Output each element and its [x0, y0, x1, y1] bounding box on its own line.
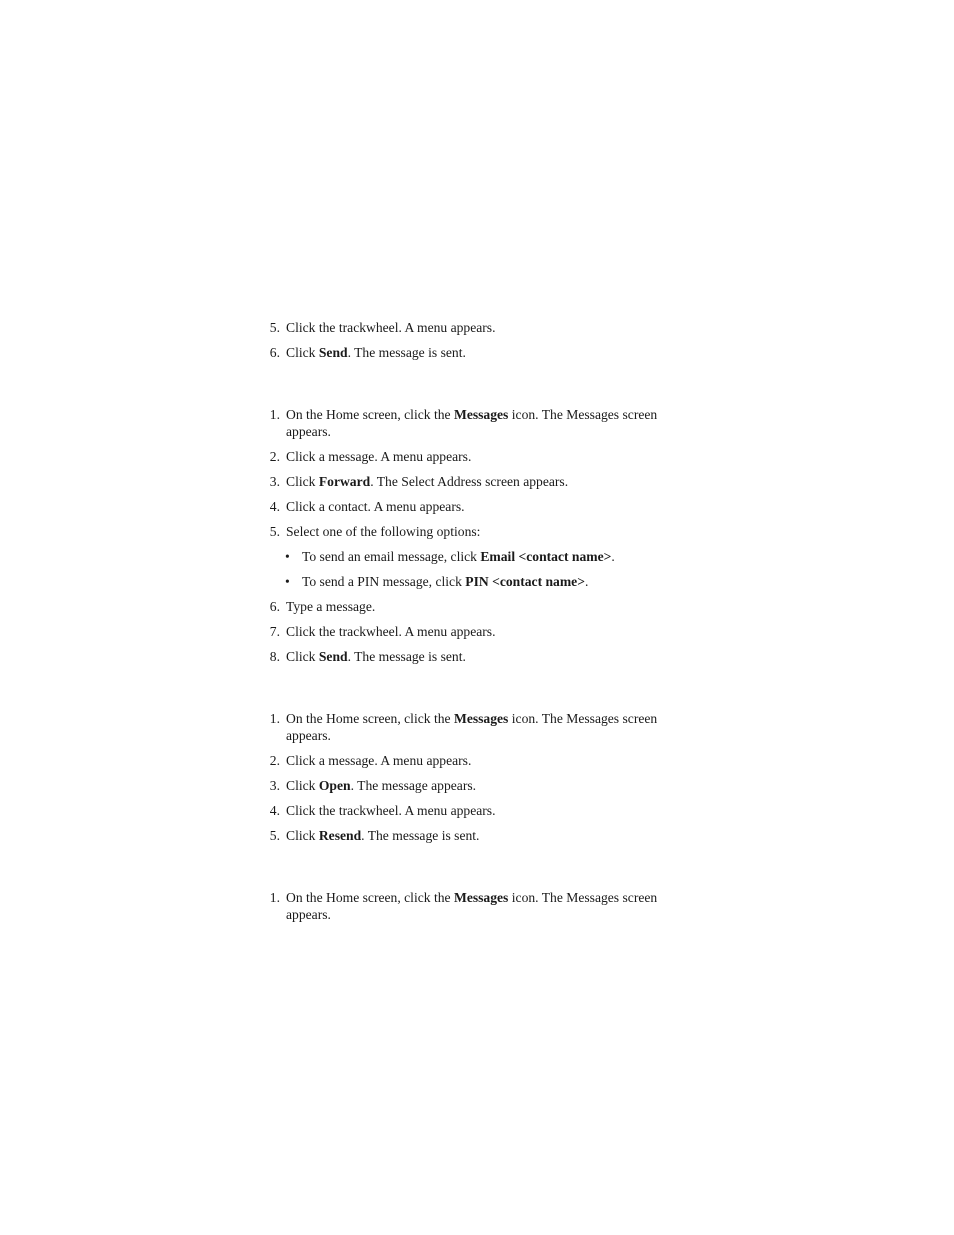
command-name: Messages	[453, 407, 509, 422]
step	[262, 319, 682, 336]
step-text: Type a message.	[286, 599, 376, 614]
step	[262, 473, 682, 490]
step-number: 1.	[269, 711, 280, 726]
command-name: Messages	[453, 890, 509, 905]
step	[262, 752, 682, 769]
step	[262, 802, 682, 819]
step-number: 6.	[269, 599, 280, 614]
step-number: 3.	[269, 474, 280, 489]
step-text: On the Home screen, click the	[286, 890, 454, 905]
step-text: Click a message. A menu appears.	[286, 449, 472, 464]
procedure-forward-message	[262, 406, 682, 673]
step	[262, 448, 682, 465]
step-number: 8.	[269, 649, 280, 664]
bullet: •	[285, 549, 290, 564]
command-name: Forward	[318, 474, 371, 489]
step-number: 1.	[269, 407, 280, 422]
options-list	[282, 548, 682, 590]
procedure-resend-message	[262, 710, 682, 852]
step-number: 5.	[269, 320, 280, 335]
step-text: Click	[286, 828, 319, 843]
step	[262, 406, 682, 440]
step-text: . The message is sent.	[361, 828, 480, 843]
step-number: 3.	[269, 778, 280, 793]
step	[262, 623, 682, 640]
option-text: To send an email message, click	[302, 549, 481, 564]
option-item	[282, 573, 682, 590]
step-text: . The message is sent.	[347, 649, 466, 664]
step	[262, 777, 682, 794]
step-text: Click the trackwheel. A menu appears.	[286, 803, 496, 818]
step-text: Click	[286, 474, 319, 489]
step-text: On the Home screen, click the	[286, 711, 454, 726]
step-text: icon. The Messages screen appears.	[286, 711, 658, 743]
step-number: 4.	[269, 803, 280, 818]
step-text: . The message appears.	[350, 778, 477, 793]
command-name: Open	[318, 778, 351, 793]
step-number: 4.	[269, 499, 280, 514]
bullet: •	[285, 574, 290, 589]
procedure-send-continued	[262, 319, 682, 369]
command-name: Resend	[318, 828, 362, 843]
option-text: .	[584, 574, 589, 589]
step-text: . The Select Address screen appears.	[370, 474, 569, 489]
step-number: 5.	[269, 524, 280, 539]
step	[262, 648, 682, 665]
step-number: 2.	[269, 449, 280, 464]
step	[262, 827, 682, 844]
step	[262, 710, 682, 744]
command-name: Messages	[453, 711, 509, 726]
command-name: PIN <contact name>	[465, 574, 585, 589]
step-text: Click	[286, 778, 319, 793]
step-number: 2.	[269, 753, 280, 768]
step-text: Click a message. A menu appears.	[286, 753, 472, 768]
command-name: Email <contact name>	[480, 549, 612, 564]
step-text: Select one of the following options:	[286, 524, 481, 539]
step-text: Click	[286, 649, 319, 664]
step-text: On the Home screen, click the	[286, 407, 454, 422]
procedure-next	[262, 889, 682, 931]
option-text: To send a PIN message, click	[302, 574, 466, 589]
step-text: Click the trackwheel. A menu appears.	[286, 320, 496, 335]
step-text: Click a contact. A menu appears.	[286, 499, 465, 514]
option-item	[282, 548, 682, 565]
command-name: Send	[318, 345, 348, 360]
step	[262, 344, 682, 361]
step-text: icon. The Messages screen appears.	[286, 407, 658, 439]
step-text: . The message is sent.	[347, 345, 466, 360]
step-number: 1.	[269, 890, 280, 905]
command-name: Send	[318, 649, 348, 664]
step	[262, 523, 682, 540]
step-number: 7.	[269, 624, 280, 639]
step	[262, 598, 682, 615]
step-text: Click	[286, 345, 319, 360]
step	[262, 889, 682, 923]
option-text: .	[611, 549, 615, 564]
step	[262, 498, 682, 515]
step-number: 6.	[269, 345, 280, 360]
step-text: icon. The Messages screen appears.	[286, 890, 658, 922]
step-number: 5.	[269, 828, 280, 843]
step-text: Click the trackwheel. A menu appears.	[286, 624, 496, 639]
